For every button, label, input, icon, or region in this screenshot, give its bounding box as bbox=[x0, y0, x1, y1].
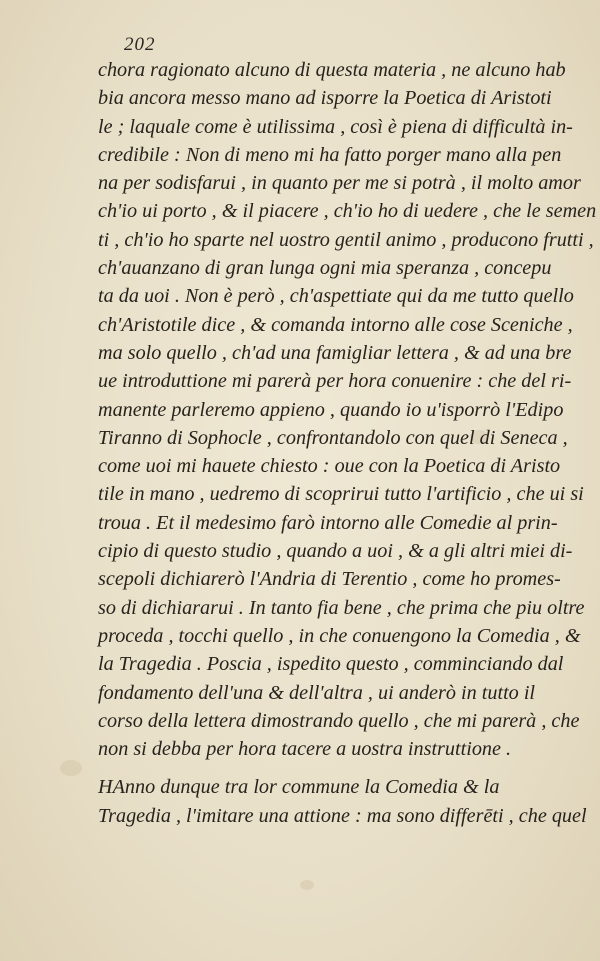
text-line: troua . Et il medesimo farò intorno alle Comedie al prin- bbox=[98, 511, 558, 534]
paragraph-line: HAnno dunque tra lor commune la Comedia & la bbox=[98, 776, 500, 799]
text-line: ch'io ui porto , & il piacere , ch'io ho di uedere , che le semen bbox=[98, 200, 597, 223]
text-line: fondamento dell'una & dell'altra , ui anderò in tutto il bbox=[98, 681, 536, 704]
text-line: scepoli dichiarerò l'Andria di Terentio , come ho promes- bbox=[98, 568, 561, 591]
text-line: corso della lettera dimostrando quello , che mi parerà , che bbox=[98, 709, 580, 732]
text-line: cipio di questo studio , quando a uoi , & a gli altri miei di- bbox=[98, 540, 573, 563]
text-line: ue introduttione mi parerà per hora conuenire : che del ri- bbox=[98, 370, 572, 393]
text-line: le ; laquale come è utilissima , così è piena di difficultà in- bbox=[98, 115, 573, 138]
text-line: ti , ch'io ho sparte nel uostro gentil animo , producono frutti , bbox=[98, 228, 594, 251]
paragraph-line: Tragedia , l'imitare una attione : ma sono differēti , che quel bbox=[98, 804, 587, 827]
text-line: ch'auanzano di gran lunga ogni mia speranza , concepu bbox=[98, 257, 552, 280]
text-line: tile in mano , uedremo di scoprirui tutto l'artificio , che ui si bbox=[98, 483, 584, 506]
text-line: la Tragedia . Poscia , ispedito questo , comminciando dal bbox=[98, 653, 564, 676]
page-number: 202 bbox=[124, 34, 156, 55]
text-line: proceda , tocchi quello , in che conuengono la Comedia , & bbox=[98, 624, 581, 647]
paper-stain bbox=[300, 880, 314, 890]
text-line: ma solo quello , ch'ad una famigliar lettera , & ad una bre bbox=[98, 341, 572, 364]
text-line: non si debba per hora tacere a uostra instruttione . bbox=[98, 738, 512, 761]
text-line: ch'Aristotile dice , & comanda intorno alle cose Sceniche , bbox=[98, 313, 573, 336]
text-line: manente parleremo appieno , quando io u'isporrò l'Edipo bbox=[98, 398, 564, 421]
text-line: Tiranno di Sophocle , confrontandolo con quel di Seneca , bbox=[98, 426, 568, 449]
text-line: credibile : Non di meno mi ha fatto porger mano alla pen bbox=[98, 143, 562, 166]
text-line: na per sodisfarui , in quanto per me si potrà , il molto amor bbox=[98, 172, 581, 195]
text-line: so di dichiararui . In tanto fia bene , che prima che piu oltre bbox=[98, 596, 585, 619]
body-text bbox=[98, 56, 597, 830]
paper-stain bbox=[60, 760, 82, 776]
text-line: chora ragionato alcuno di questa materia , ne alcuno hab bbox=[98, 59, 566, 81]
text-line: come uoi mi hauete chiesto : oue con la Poetica di Aristo bbox=[98, 455, 561, 478]
text-line: ta da uoi . Non è però , ch'aspettiate qui da me tutto quello bbox=[98, 285, 574, 308]
text-line: bia ancora messo mano ad isporre la Poetica di Aristoti bbox=[98, 87, 552, 110]
